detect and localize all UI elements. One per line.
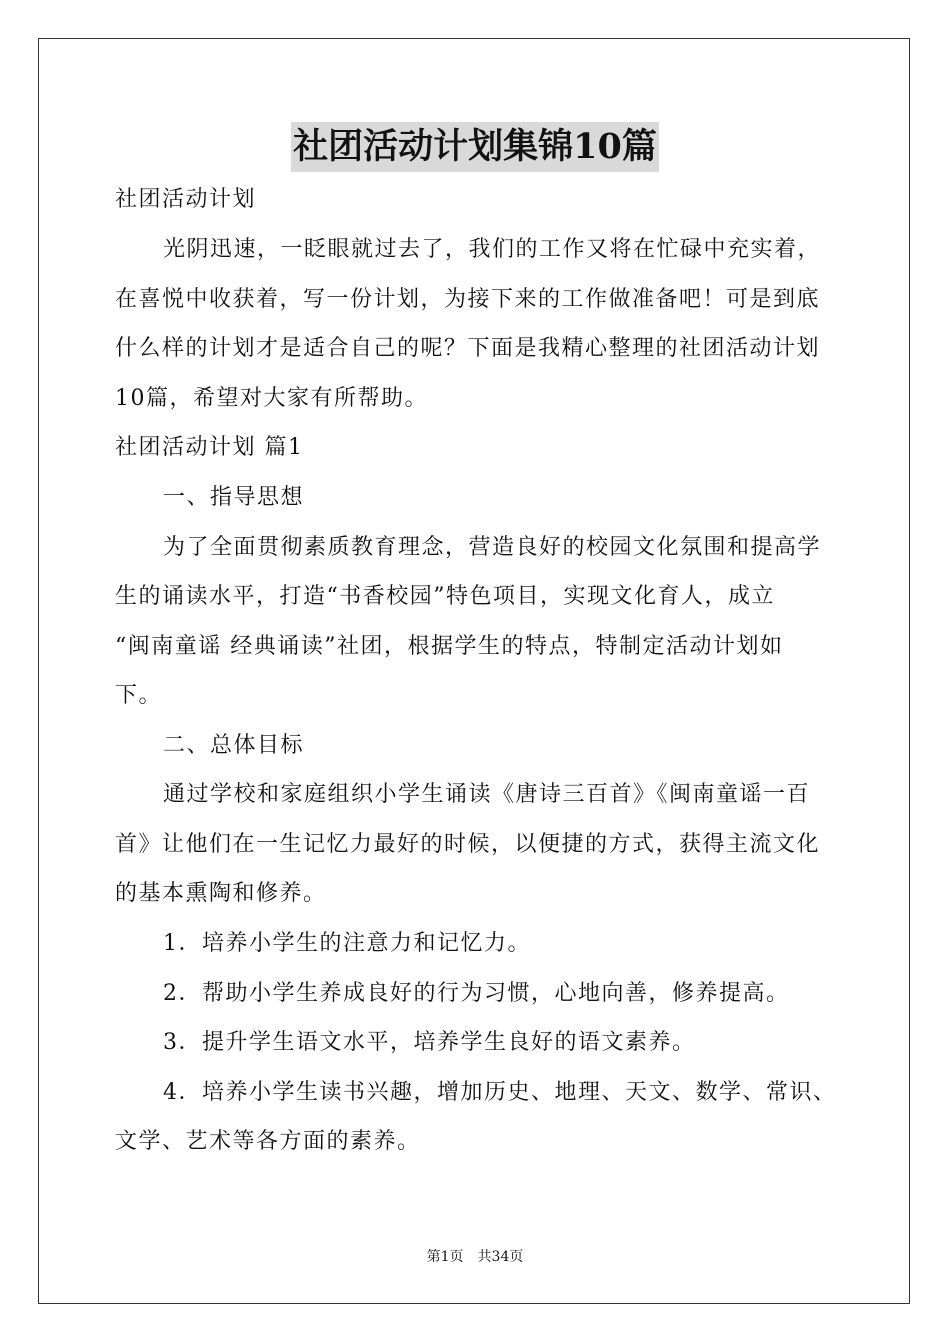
page-footer: 第1页 共34页 [426, 1249, 524, 1265]
document-title: 社团活动计划集锦10篇 [291, 122, 659, 172]
section-heading: 社团活动计划 篇1 [115, 435, 304, 460]
paragraph-line: 文学、艺术等各方面的素养。 [115, 1129, 421, 1154]
list-item: 3．提升学生语文水平，培养学生良好的语文素养。 [163, 1030, 696, 1055]
subsection-heading: 二、总体目标 [163, 733, 305, 758]
paragraph-line: 生的诵读水平，打造“书香校园”特色项目，实现文化育人，成立 [115, 584, 775, 609]
subsection-heading: 一、指导思想 [163, 485, 305, 510]
paragraph-line: 在喜悦中收获着，写一份计划，为接下来的工作做准备吧！可是到底 [115, 287, 821, 312]
paragraph-line: 下。 [115, 683, 163, 708]
paragraph-line: 首》让他们在一生记忆力最好的时候，以便捷的方式，获得主流文化 [115, 832, 821, 857]
paragraph-line: 10篇，希望对大家有所帮助。 [115, 386, 428, 411]
section-heading: 社团活动计划 [115, 187, 257, 212]
paragraph-line: 为了全面贯彻素质教育理念，营造良好的校园文化氛围和提高学 [163, 535, 822, 560]
page-border [38, 38, 910, 1304]
paragraph-line: 什么样的计划才是适合自己的呢？下面是我精心整理的社团活动计划 [115, 336, 821, 361]
list-item: 2．帮助小学生养成良好的行为习惯，心地向善，修养提高。 [163, 981, 790, 1006]
paragraph-line: “闽南童谣 经典诵读”社团，根据学生的特点，特制定活动计划如 [115, 634, 784, 659]
list-item: 1．培养小学生的注意力和记忆力。 [163, 931, 531, 956]
paragraph-line: 通过学校和家庭组织小学生诵读《唐诗三百首》《闽南童谣一百 [163, 782, 811, 807]
paragraph-line: 的基本熏陶和修养。 [115, 881, 327, 906]
list-item: 4．培养小学生读书兴趣，增加历史、地理、天文、数学、常识、 [163, 1080, 837, 1105]
paragraph-line: 光阴迅速，一眨眼就过去了，我们的工作又将在忙碌中充实着， [163, 237, 822, 262]
title-container [0, 122, 950, 172]
